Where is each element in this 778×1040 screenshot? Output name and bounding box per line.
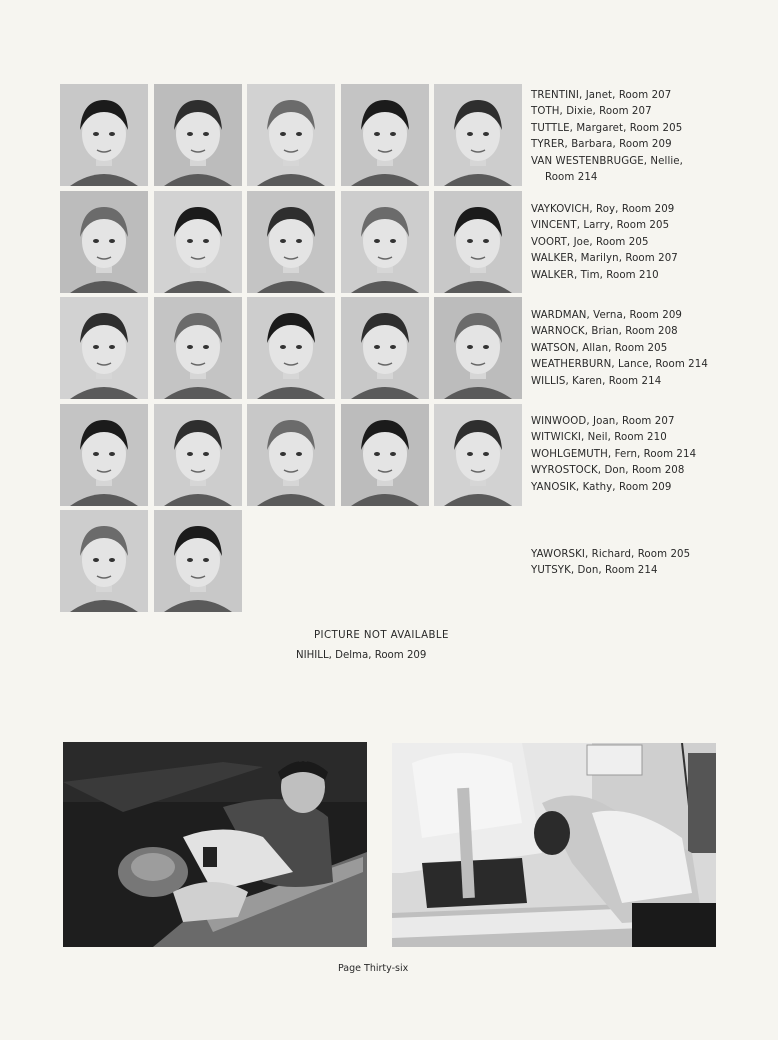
student-portrait [154,191,242,293]
student-name-entry: VAN WESTENBRUGGE, Nellie, [531,155,684,167]
name-list-group [531,202,771,284]
student-portrait [154,404,242,506]
student-portrait [247,191,335,293]
name-list-group [531,88,771,186]
student-name-entry: Room 214 [545,172,598,184]
student-name-entry: WARNOCK, Brian, Room 208 [531,326,678,338]
student-name-entry: TRENTINI, Janet, Room 207 [531,90,672,101]
name-list-group [531,308,771,390]
picture-not-available-label: PICTURE NOT AVAILABLE [314,630,449,641]
student-name-entry: WOHLGEMUTH, Fern, Room 214 [531,448,697,460]
student-name-entry: TOTH, Dixie, Room 207 [531,106,652,118]
student-name-entry: YAWORSKI, Richard, Room 205 [531,549,691,560]
student-name-entry: WATSON, Allan, Room 205 [531,342,668,354]
picture-not-available-name: NIHILL, Delma, Room 209 [296,650,427,661]
student-name-entry: WALKER, Tim, Room 210 [531,269,659,281]
student-portrait [247,297,335,399]
student-name-entry: YUTSYK, Don, Room 214 [531,565,658,577]
student-name-entry: WINWOOD, Joan, Room 207 [531,416,675,427]
student-portrait [434,297,522,399]
student-name-entry: TYRER, Barbara, Room 209 [531,139,672,151]
photo-auto-shop [63,742,367,947]
student-portrait [60,404,148,506]
student-portrait [341,404,429,506]
name-list-group [531,414,771,496]
student-portrait [434,404,522,506]
student-name-entry: VINCENT, Larry, Room 205 [531,220,670,232]
student-name-entry: YANOSIK, Kathy, Room 209 [531,481,672,493]
student-name-entry: WITWICKI, Neil, Room 210 [531,432,667,444]
student-portrait [247,84,335,186]
portrait-grid [60,84,525,619]
student-portrait [60,297,148,399]
student-name-entry: VOORT, Joe, Room 205 [531,236,649,248]
student-name-entry: WEATHERBURN, Lance, Room 214 [531,359,708,371]
student-name-entry: WARDMAN, Verna, Room 209 [531,310,682,321]
student-portrait [154,84,242,186]
student-portrait [434,191,522,293]
student-name-entry: WILLIS, Karen, Room 214 [531,375,662,387]
page-number: Page Thirty-six [338,963,409,974]
student-name-entry: TUTTLE, Margaret, Room 205 [531,122,683,134]
student-portrait [341,191,429,293]
student-portrait [154,297,242,399]
student-portrait [60,84,148,186]
student-name-entry: WYROSTOCK, Don, Room 208 [531,465,685,477]
student-name-entry: WALKER, Marilyn, Room 207 [531,253,678,265]
student-portrait [341,297,429,399]
photo-wood-shop [392,743,716,947]
student-portrait [341,84,429,186]
student-portrait [60,510,148,612]
student-portrait [154,510,242,612]
name-list-group [531,547,771,580]
student-portrait [60,191,148,293]
student-portrait [434,84,522,186]
student-name-entry: VAYKOVICH, Roy, Room 209 [531,204,675,215]
student-portrait [247,404,335,506]
